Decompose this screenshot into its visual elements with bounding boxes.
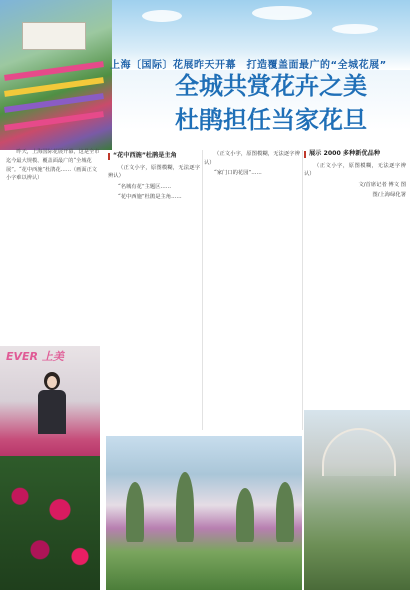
lead-paragraph: 昨天，上海国际花展开幕，这是全市迄今最大规模、覆盖面最广的“全城花展”。“花中西施”杜鹃花……（画面正文小字难以辨认）	[6, 149, 100, 182]
paragraph: “花中西施”杜鹃是主角……	[118, 194, 182, 201]
building-shape	[22, 22, 86, 50]
section-heading	[108, 152, 200, 161]
byline-photo: 图/上海绿化署	[372, 192, 406, 199]
article-column-2	[204, 150, 300, 180]
paragraph: （正文小字，原图模糊，无法逐字辨认）	[304, 162, 406, 178]
garden-arch-photo	[304, 410, 410, 590]
article-column-1	[108, 152, 200, 204]
paragraph: （正文小字，原图模糊，无法逐字辨认）	[204, 151, 300, 166]
byline-author: 文/首席记者 傅文 图	[358, 181, 406, 188]
azalea-flowers-photo	[0, 456, 100, 590]
column-divider	[202, 150, 203, 430]
paragraph: （正文小字，原图模糊，无法逐字辨认）	[108, 164, 200, 180]
column-divider	[302, 150, 303, 430]
section-heading	[304, 150, 406, 159]
section-heading-text: 展示 2000 多种新优品种	[309, 150, 381, 157]
headline-line-2: 杜鹃担任当家花旦	[175, 105, 367, 134]
garden-path-photo	[106, 436, 302, 590]
heading-marker	[304, 151, 306, 158]
photo-badge-text: EVER 上美	[6, 350, 64, 363]
arch-structure	[322, 428, 396, 476]
garden-aerial-photo	[0, 0, 112, 150]
article-column-3	[304, 150, 406, 200]
paragraph: “名城有花”主题区……	[118, 183, 172, 190]
headline-kicker: 上海〔国际〕花展昨天开幕 打造覆盖面最广的“全城花展”	[110, 60, 387, 71]
section-heading-text: “花中西施”杜鹃是主角	[113, 152, 177, 159]
heading-marker	[108, 153, 110, 160]
headline-line-1: 全城共赏花卉之美	[175, 71, 367, 100]
paragraph: “家门口的花园”……	[214, 170, 262, 177]
